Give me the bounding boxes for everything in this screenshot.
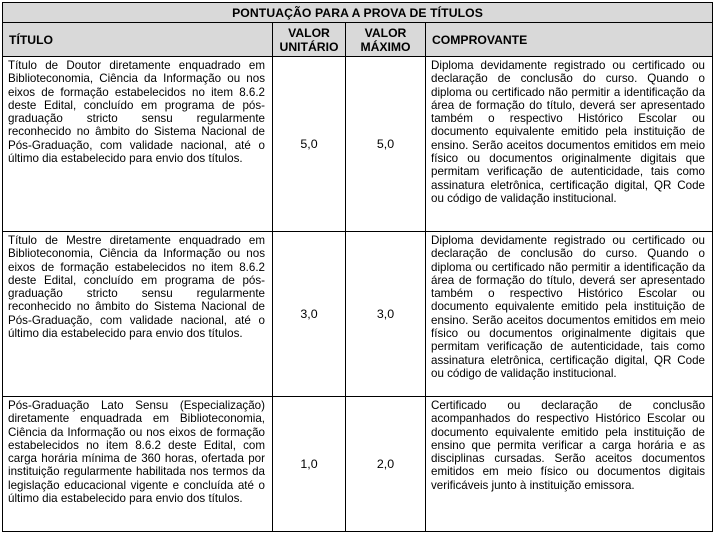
header-comprovante: COMPROVANTE (426, 23, 713, 57)
header-titulo: TÍTULO (3, 23, 273, 57)
row-comprovante-especializacao: Certificado ou declaração de conclusão acompanhados do respectivo Histórico Escolar ou documento equivalente emitido pela instituição de ensino que permita verificar a carga horária e as disciplinas cursadas. Serão aceitos documentos emitidos em meio físico ou documentos digitais verificáveis junto à instituição emissora. (426, 397, 713, 532)
table-row-doutor (3, 57, 713, 232)
row-valor-unitario-especializacao: 1,0 (273, 397, 346, 532)
row-valor-maximo-mestre: 3,0 (346, 232, 426, 397)
header-valor-unitario (273, 23, 346, 57)
row-titulo-especializacao: Pós-Graduação Lato Sensu (Especialização) diretamente enquadrada em Biblioteconomia, Ciência da Informação ou nos eixos de formação estabelecidos no item 8.6.2 deste Edital, com carga horária mínima de 360 horas, ofertada por instituição regularmente habilitada nos termos da legislação educacional vigente e concluída até o último dia estabelecido para envio dos títulos. (3, 397, 273, 532)
header-valor-maximo (346, 23, 426, 57)
row-valor-maximo-especializacao: 2,0 (346, 397, 426, 532)
row-comprovante-mestre: Diploma devidamente registrado ou certificado ou declaração de conclusão do curso. Quando o diploma ou certificado não permitir a identificação da área de formação do título, deverá ser apresentado também o respectivo Histórico Escolar ou documento equivalente emitido pela instituição de ensino. Serão aceitos documentos emitidos em meio físico ou documentos originalmente digitais que permitam verificação de autenticidade, tais como assinatura eletrônica, certificação digital, QR Code ou código de validação institucional. (426, 232, 713, 397)
row-comprovante-doutor: Diploma devidamente registrado ou certificado ou declaração de conclusão do curso. Quando o diploma ou certificado não permitir a identificação da área de formação do título, deverá ser apresentado também o respectivo Histórico Escolar ou documento equivalente emitido pela instituição de ensino. Serão aceitos documentos emitidos em meio físico ou documentos originalmente digitais que permitam verificação de autenticidade, tais como assinatura eletrônica, certificação digital, QR Code ou código de validação institucional. (426, 57, 713, 232)
header-valor-maximo-line1: VALOR (364, 25, 407, 40)
row-valor-unitario-mestre: 3,0 (273, 232, 346, 397)
table-title: PONTUAÇÃO PARA A PROVA DE TÍTULOS (3, 3, 713, 23)
row-valor-unitario-doutor: 5,0 (273, 57, 346, 232)
row-valor-maximo-doutor: 5,0 (346, 57, 426, 232)
table-row-especializacao (3, 397, 713, 532)
table-title-row (3, 3, 713, 23)
header-row (3, 23, 713, 57)
table-row-mestre (3, 232, 713, 397)
titles-score-table (2, 2, 713, 532)
header-valor-maximo-line2: MÁXIMO (360, 39, 411, 54)
header-valor-unitario-line2: UNITÁRIO (279, 39, 339, 54)
row-titulo-doutor: Título de Doutor diretamente enquadrado em Biblioteconomia, Ciência da Informação ou nos eixos de formação estabelecidos no item 8.6.2 deste Edital, concluído em programa de pós-graduação stricto sensu regularmente reconhecido no âmbito do Sistema Nacional de Pós-Graduação, com validade nacional, até o último dia estabelecido para envio dos títulos. (3, 57, 273, 232)
row-titulo-mestre: Título de Mestre diretamente enquadrado em Biblioteconomia, Ciência da Informação ou nos eixos de formação estabelecidos no item 8.6.2 deste Edital, concluído em programa de pós-graduação stricto sensu regularmente reconhecido no âmbito do Sistema Nacional de Pós-Graduação, com validade nacional, até o último dia estabelecido para envio dos títulos. (3, 232, 273, 397)
header-valor-unitario-line1: VALOR (288, 25, 330, 40)
